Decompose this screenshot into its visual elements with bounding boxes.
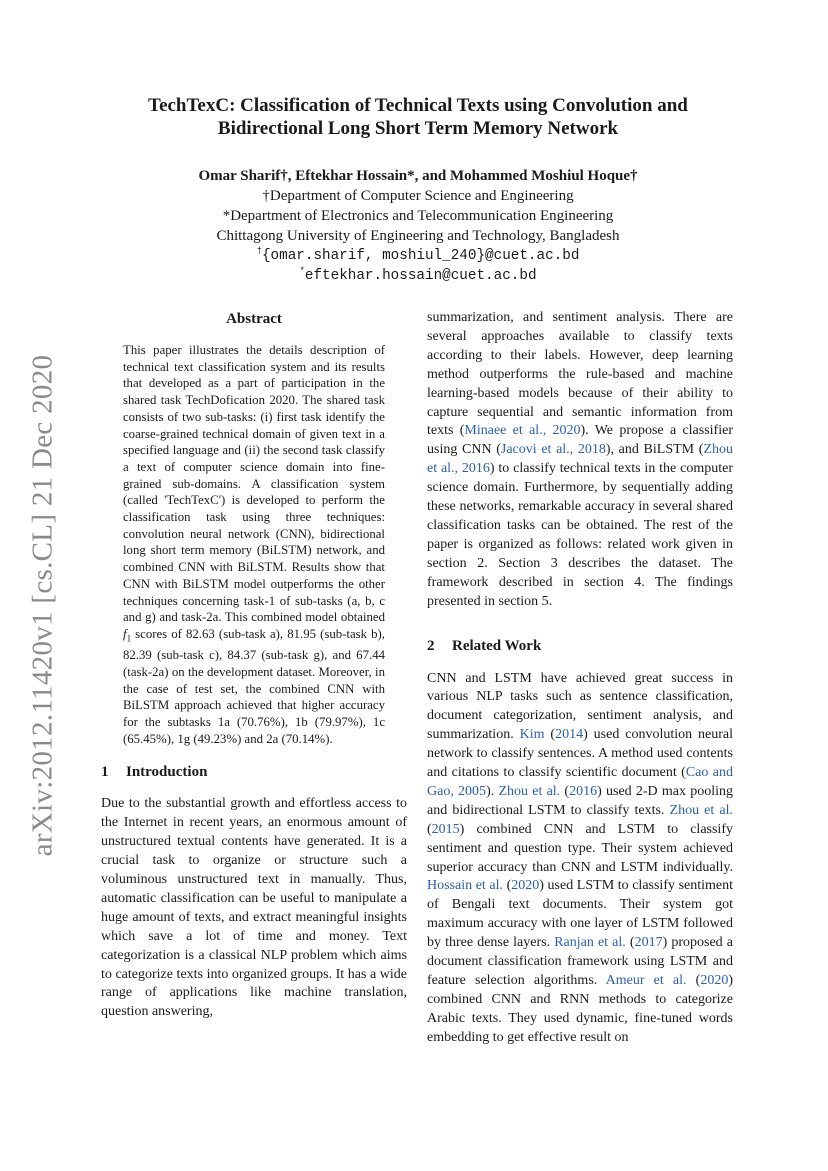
right-column: [427, 309, 733, 1048]
introduction-heading: [101, 762, 407, 782]
paper-header: [100, 94, 736, 286]
rw-text-5: combined CNN and LSTM to classify sentiment and question type. Their system achieved superior accuracy than CNN and LSTM individually.: [427, 821, 733, 875]
paper-title: [100, 94, 736, 140]
intro-text-c: ), and BiLSTM (: [605, 442, 704, 458]
affiliation-ete: *Department of Electronics and Telecommunication Engineering: [222, 208, 614, 224]
rw-text-8: combined CNN and RNN methods to categorize Arabic texts. They used dynamic, fine-tuned words embedding to get effective result on: [427, 991, 733, 1045]
citation-zhou-2015-year[interactable]: 2015: [431, 821, 460, 837]
intro-text-d: ) to classify technical texts in the computer science domain. Furthermore, by sequentially adding these networks, remarkable accuracy in several shared classification tasks can be obtained. The rest of the paper is organized as follows: related work given in section 2. Section 3 describes the dataset. The framework described in section 4. The findings presented in section 5.: [427, 461, 733, 609]
rw-text-6: used LSTM to classify sentiment of Bengali text documents. Their system got maximum accuracy with one layer of LSTM followed by three dense layers.: [427, 878, 734, 951]
left-column: [101, 309, 407, 1022]
related-work-title: Related Work: [452, 637, 542, 654]
arxiv-identifier-text: arXiv:2012.11420v1 [cs.CL] 21 Dec 2020: [26, 354, 59, 856]
citation-ranjan-name[interactable]: Ranjan et al.: [554, 935, 626, 951]
rw-text-1: CNN and LSTM have achieved great success in various NLP tasks such as sentence classification, document categorization, sentiment analysis, and summarization.: [427, 670, 733, 743]
email-line-1[interactable]: [100, 246, 736, 266]
citation-minaee-2020[interactable]: Minaee et al., 2020: [464, 423, 581, 439]
rw-text-4: used 2-D max pooling and bidirectional LSTM to classify texts.: [427, 783, 733, 818]
citation-ameur-year[interactable]: 2020: [700, 973, 729, 988]
related-work-number: 2: [427, 637, 435, 654]
email-1-mark: †: [256, 246, 262, 257]
related-work-paragraph: CNN and LSTM have achieved great success in various NLP tasks such as sentence classification, document categorization, sentiment analysis, and summarization. Kim (2014) used convolution neural network to classify sentences. A method used contents and citations to classify scientific document (Cao and Gao, 2005). Zhou et al. (2016) used 2-D max pooling and bidirectional LSTM to classify texts. Zhou et al. (2015) combined CNN and LSTM to classify sentiment and question type. Their system achieved superior accuracy than CNN and LSTM individually. Hossain et al. (2020) used LSTM to classify sentiment of Bengali text documents. Their system got maximum accuracy with one layer of LSTM followed by three dense layers. Ranjan et al. (2017) proposed a document classification framework using LSTM and feature selection algorithms. Ameur et al. (2020) combined CNN and RNN methods to categorize Arabic texts. They used dynamic, fine-tuned words embedding to get effective result on: [427, 670, 734, 1045]
abstract-text-part-1: This paper illustrates the details description of technical text classification system and its results that developed as a part of participation in the shared task TechDofication 2020. The shared task consists of two sub-tasks: (i) first task identify the coarse-grained technical domain of given text in a specified language and (ii) the second task classify a text of computer science domain into fine-grained sub-domains. A classification system (called 'TechTexC') is developed to perform the classification task using three techniques: convolution neural network (CNN), bidirectional long short term memory (BiLSTM) network, and combined CNN with BiLSTM. Results show that CNN with BiLSTM model outperforms the other techniques concerning task-1 of sub-tasks (a, b, c and g) and task-2a. This combined model obtained: [123, 343, 385, 625]
university: Chittagong University of Engineering and Technology, Bangladesh: [216, 228, 620, 244]
introduction-paragraph-left: Due to the substantial growth and effortless access to the Internet in recent years, an enormous amount of unstructured textual contents have generated. It is a crucial task to organize or structure such a voluminous unstructured text in manually. Thus, automatic classification can be useful to manipulate a huge amount of texts, and extract meaningful insights which save a lot of time and money. Text categorization is a classical NLP problem which aims to categorize texts into organized groups. It has a wide range of applications like machine translation, question answering,: [101, 796, 407, 1020]
citation-zhou-2015-name[interactable]: Zhou et al.: [669, 802, 733, 818]
intro-text-a: summarization, and sentiment analysis. There are several approaches available to classify texts according to their labels. However, deep learning method outperforms the rule-based and machine learning-based models because of their ability to capture sequential and semantic information from texts (: [427, 310, 733, 439]
introduction-title: Introduction: [126, 764, 208, 781]
citation-zhou-2016-name[interactable]: Zhou et al.: [498, 783, 561, 799]
affiliation-cse: †Department of Computer Science and Engineering: [262, 188, 574, 204]
email-2-mark: *: [299, 266, 305, 277]
citation-ameur-name[interactable]: Ameur et al.: [605, 973, 687, 988]
title-line-2: Bidirectional Long Short Term Memory Network: [217, 118, 619, 139]
arxiv-identifier-stamp: [18, 354, 68, 856]
author-list: Omar Sharif†, Eftekhar Hossain*, and Mohammed Moshiul Hoque†: [198, 168, 638, 184]
f1-subscript: 1: [126, 633, 132, 644]
title-line-1: TechTexC: Classification of Technical Texts using Convolution and: [148, 95, 688, 116]
introduction-paragraph-right: [427, 309, 733, 612]
email-line-2[interactable]: [100, 266, 736, 286]
related-work-heading: [427, 636, 733, 656]
citation-kim-name[interactable]: Kim: [519, 727, 545, 743]
citation-zhou-2016[interactable]: Zhou et al., 2016: [427, 442, 733, 477]
abstract-body: [123, 342, 385, 747]
email-2[interactable]: eftekhar.hossain@cuet.ac.bd: [304, 268, 537, 284]
citation-hossain-name[interactable]: Hossain et al.: [427, 878, 504, 894]
abstract-text-part-2: scores of 82.63 (sub-task a), 81.95 (sub-task b), 82.39 (sub-task c), 84.37 (sub-task g), and 67.44 (task-2a) on the development dataset. Moreover, in the case of test set, the combined CNN with BiLSTM approach achieved that higher accuracy for the subtasks 1a (70.76%), 1b (79.97%), 1c (65.45%), 1g (49.23%) and 2a (70.14%).: [123, 626, 385, 746]
intro-text-b: ). We propose a classifier using CNN (: [427, 423, 733, 458]
rw-text-7: proposed a document classification framework using LSTM and feature selection algorithms.: [427, 935, 733, 988]
rw-text-3: ).: [486, 783, 499, 799]
citation-zhou-2016-year[interactable]: 2016: [569, 783, 598, 799]
citation-jacovi-2018[interactable]: Jacovi et al., 2018: [500, 442, 606, 458]
citation-kim-year[interactable]: 2014: [555, 727, 584, 743]
f1-symbol: f: [123, 626, 127, 641]
abstract-heading: Abstract: [226, 311, 282, 327]
citation-ranjan-year[interactable]: 2017: [634, 935, 663, 951]
citation-cao-gao-2005[interactable]: Cao and Gao, 2005: [427, 765, 734, 799]
email-1[interactable]: {omar.sharif, moshiul_240}@cuet.ac.bd: [261, 248, 580, 264]
citation-hossain-year[interactable]: 2020: [511, 878, 540, 894]
rw-text-2: used convolution neural network to classify sentences. A method used contents and citations to classify scientific document (: [427, 727, 733, 781]
introduction-number: 1: [101, 764, 109, 781]
